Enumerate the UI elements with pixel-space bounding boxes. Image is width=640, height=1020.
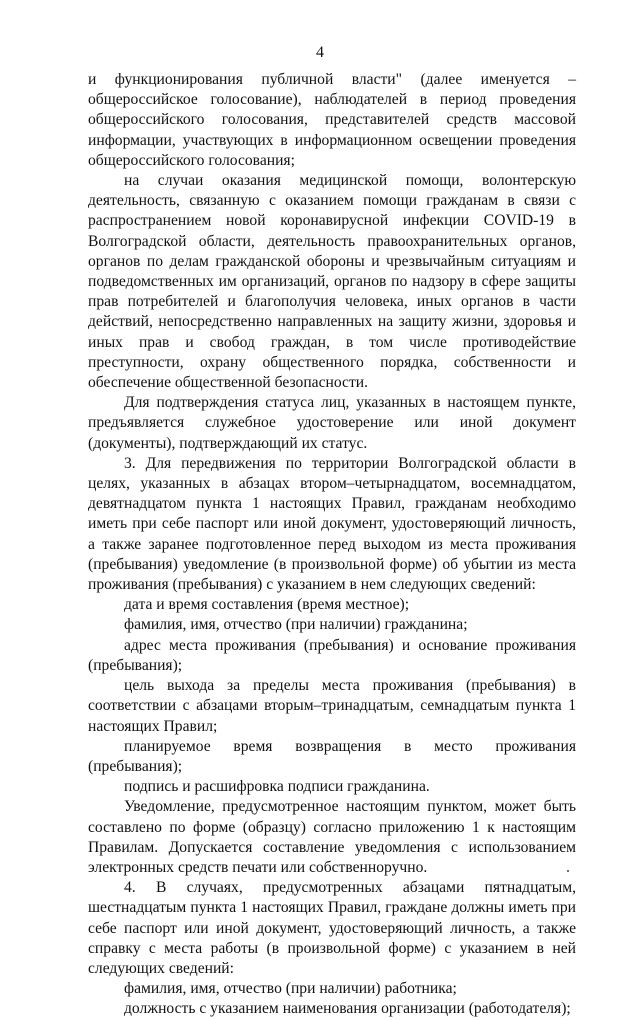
scan-dot-mark <box>567 870 569 872</box>
paragraph-notice-form: Уведомление, предусмотренное настоящим пунктом, может быть составлено по форме (образцу) согласно приложению 1 к настоящим Правилам. Допускается составление уведомления с использованием электронных средств печати или собственноручно. <box>88 798 576 876</box>
document-body <box>88 70 576 1020</box>
paragraph-status-confirmation: Для подтверждения статуса лиц, указанных в настоящем пункте, предъявляется служебное удостоверение или иной документ (документы), подтверждающий их статус. <box>88 394 576 452</box>
list-item-full-name: фамилия, имя, отчество (при наличии) гражданина; <box>124 616 468 634</box>
list-item-signature: подпись и расшифровка подписи гражданина. <box>124 778 430 796</box>
list-item-date-time: дата и время составления (время местное); <box>124 596 410 614</box>
paragraph-item-4: 4. В случаях, предусмотренных абзацами пятнадцатым, шестнадцатым пункта 1 настоящих Правил, граждане должны иметь при себе паспорт или иной документ, удостоверяющий личность, а также справку с места работы (в произвольной форме) с указанием в ней следующих сведений: <box>88 879 576 977</box>
page-number: 4 <box>316 44 324 61</box>
list-item-worker-name: фамилия, имя, отчество (при наличии) работника; <box>124 980 457 998</box>
list-item-return-time: планируемое время возвращения в место проживания (пребывания); <box>88 737 576 775</box>
list-item-position: должность с указанием наименования организации (работодателя); <box>124 1000 571 1018</box>
paragraph-item-3: 3. Для передвижения по территории Волгоградской области в целях, указанных в абзацах втором–четырнадцатом, восемнадцатом, девятнадцатом пункта 1 настоящих Правил, гражданам необходимо иметь при себе паспорт или иной документ, удостоверяющий личность, а также заранее подготовленное перед выходом из места проживания (пребывания) уведомление (в произвольной форме) об убытии из места проживания (пребывания) с указанием в нем следующих сведений: <box>88 454 576 594</box>
list-item-address: адрес места проживания (пребывания) и основание проживания (пребывания); <box>88 636 576 674</box>
paragraph-continuation: и функционирования публичной власти" (далее именуется – общероссийское голосование), наблюдателей в период проведения общероссийского голосования, представителей средств массовой информации, участвующих в информационном освещении проведения общероссийского голосования; <box>88 71 576 169</box>
paragraph-restrictions-exceptions: на случаи оказания медицинской помощи, волонтерскую деятельность, связанную с оказанием помощи гражданам в связи с распространением новой коронавирусной инфекции COVID-19 в Волгоградской области, деятельность правоохранительных органов, органов по делам гражданской обороны и чрезвычайным ситуациям и подведомственных им организаций, органов по надзору в сфере защиты прав потребителей и благополучия человека, иных органов в части действий, непосредственно направленных на защиту жизни, здоровья и иных прав и свобод граждан, в том числе противодействие преступности, охрану общественного порядка, собственности и обеспечение общественной безопасности. <box>88 172 576 392</box>
list-item-purpose: цель выхода за пределы места проживания (пребывания) в соответствии с абзацами вторым–тринадцатым, семнадцатым пункта 1 настоящих Правил; <box>88 677 576 735</box>
